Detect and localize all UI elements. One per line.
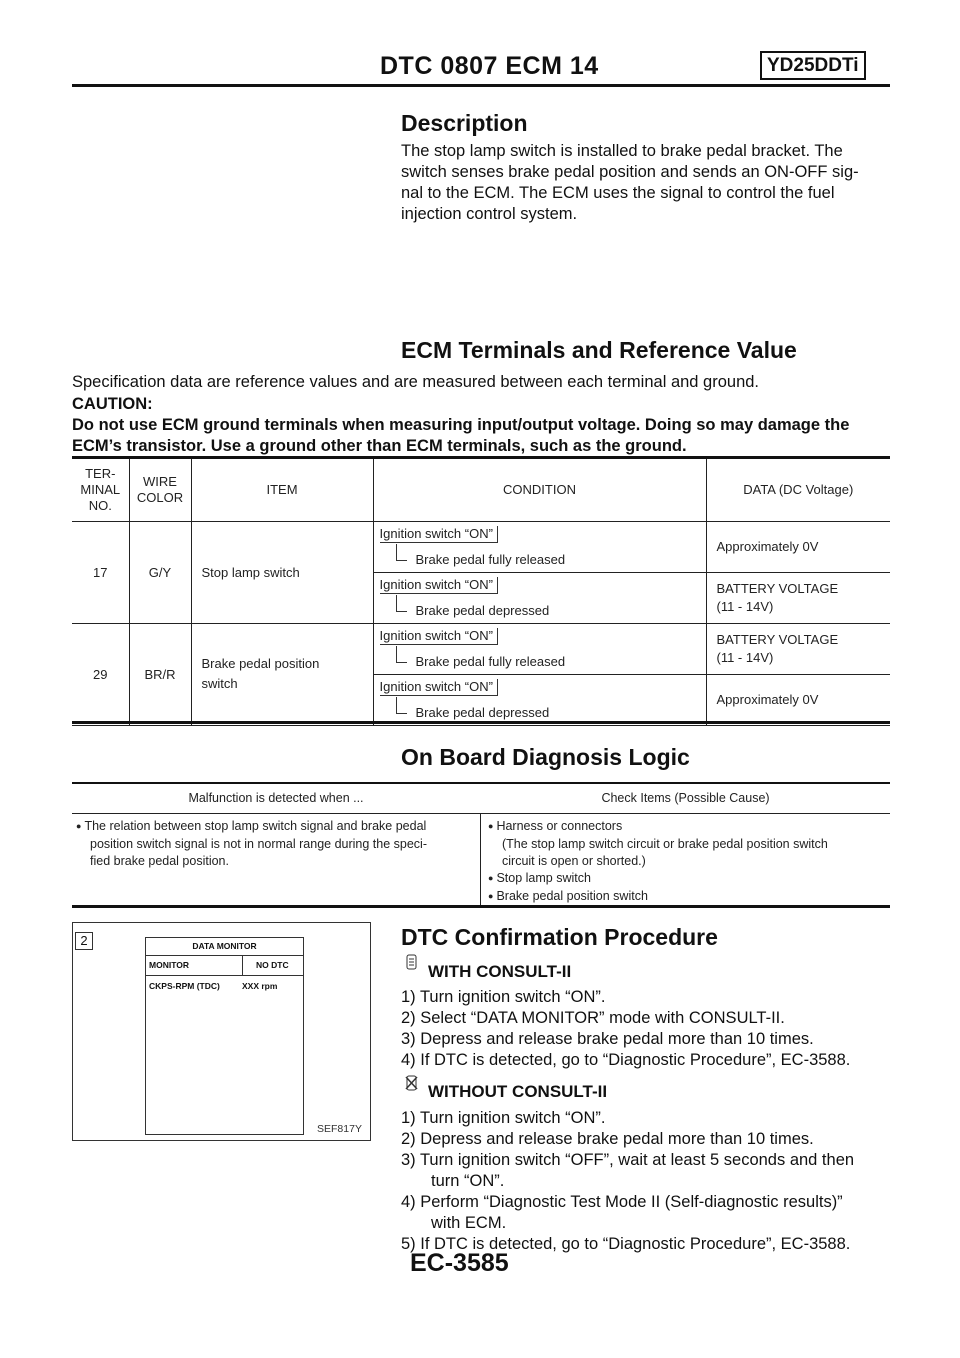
with-consult-label: WITH CONSULT-II xyxy=(428,962,572,981)
condition-main: Ignition switch “ON” xyxy=(380,679,498,696)
obd-col-malfunction: Malfunction is detected when ... xyxy=(188,791,364,805)
monitor-title: DATA MONITOR xyxy=(146,938,303,956)
obd-heading: On Board Diagnosis Logic xyxy=(401,744,690,770)
list-item: 2) Select “DATA MONITOR” mode with CONSULT-II. xyxy=(401,1009,785,1027)
table-row xyxy=(72,623,890,674)
col-terminal: TER- MINAL NO. xyxy=(72,459,129,521)
caution-line: ECM’s transistor. Use a ground other than ECM terminals, such as the ground. xyxy=(72,437,687,455)
header-rule xyxy=(72,84,890,87)
col-wire-color: WIRE COLOR xyxy=(129,459,191,521)
col-item: ITEM xyxy=(191,459,373,521)
monitor-col-divider xyxy=(242,956,243,975)
caution-line: Do not use ECM ground terminals when measuring input/output voltage. Doing so may damage the xyxy=(72,416,850,434)
obd-malfunction-text: ● The relation between stop lamp switch signal and brake pedal position switch signal is not in normal range during the speci- fied brake pedal position. xyxy=(76,818,476,870)
monitor-column-row xyxy=(146,956,303,976)
consult-icon xyxy=(401,953,423,980)
no-consult-icon xyxy=(401,1074,423,1101)
condition-sub: Brake pedal depressed xyxy=(415,704,550,720)
caution-block xyxy=(72,394,902,457)
list-item: 1) Turn ignition switch “ON”. xyxy=(401,1109,606,1127)
list-item-continued: with ECM. xyxy=(431,1214,507,1232)
obd-divider xyxy=(480,813,481,905)
data-value: Approximately 0V xyxy=(706,674,890,725)
description-line: The stop lamp switch is installed to brake pedal bracket. The xyxy=(401,142,843,160)
list-item-continued: turn “ON”. xyxy=(431,1172,505,1190)
list-item: 1) Turn ignition switch “ON”. xyxy=(401,988,606,1006)
col-data: DATA (DC Voltage) xyxy=(706,459,890,521)
condition-connector xyxy=(396,646,407,663)
list-item: 5) If DTC is detected, go to “Diagnostic Procedure”, EC-3588. xyxy=(401,1235,851,1253)
condition-main: Ignition switch “ON” xyxy=(380,526,498,543)
list-item: ● Brake pedal position switch xyxy=(488,888,888,906)
list-item: 3) Turn ignition switch “OFF”, wait at least 5 seconds and then xyxy=(401,1151,855,1169)
wire-color: G/Y xyxy=(129,521,191,623)
engine-badge: YD25DDTi xyxy=(760,51,866,80)
description-text xyxy=(401,141,891,225)
condition-sub: Brake pedal depressed xyxy=(415,602,550,618)
table-bottom-rule xyxy=(72,721,890,724)
page-header-title: DTC 0807 ECM 14 xyxy=(380,52,599,80)
data-value: BATTERY VOLTAGE (11 - 14V) xyxy=(706,572,890,623)
with-consult-steps xyxy=(401,987,901,1071)
without-consult-steps xyxy=(401,1108,901,1255)
list-item: ● Harness or connectors xyxy=(488,818,888,836)
list-item: 4) Perform “Diagnostic Test Mode II (Self-diagnostic results)” xyxy=(401,1193,843,1211)
list-item: 4) If DTC is detected, go to “Diagnostic Procedure”, EC-3588. xyxy=(401,1051,851,1069)
data-value: BATTERY VOLTAGE (11 - 14V) xyxy=(706,623,890,674)
wire-color: BR/R xyxy=(129,623,191,725)
dtc-heading: DTC Confirmation Procedure xyxy=(401,924,718,950)
condition-cell xyxy=(373,572,706,623)
description-line: switch senses brake pedal position and sends an ON-OFF sig- xyxy=(401,163,859,181)
ecm-terminal-table xyxy=(72,459,890,726)
condition-main: Ignition switch “ON” xyxy=(380,577,498,594)
condition-connector xyxy=(396,595,407,612)
obd-bottom-rule xyxy=(72,905,890,908)
terminal-number: 17 xyxy=(72,521,129,623)
monitor-item-label: CKPS-RPM (TDC) xyxy=(149,981,220,991)
table-row xyxy=(72,521,890,572)
obd-col-check-items: Check Items (Possible Cause) xyxy=(601,791,770,805)
data-value: Approximately 0V xyxy=(706,521,890,572)
figure-code: SEF817Y xyxy=(317,1123,362,1135)
figure-number: 2 xyxy=(75,932,93,950)
condition-connector xyxy=(396,697,407,714)
page-number: EC-3585 xyxy=(410,1249,509,1277)
description-line: injection control system. xyxy=(401,205,578,223)
condition-cell xyxy=(373,623,706,674)
condition-cell xyxy=(373,521,706,572)
condition-connector xyxy=(396,544,407,561)
caution-label: CAUTION: xyxy=(72,395,153,413)
ecm-terminals-intro: Specification data are reference values and are measured between each terminal and ground. xyxy=(72,373,760,391)
condition-sub: Brake pedal fully released xyxy=(415,653,566,669)
col-condition: CONDITION xyxy=(373,459,706,521)
condition-sub: Brake pedal fully released xyxy=(415,551,566,567)
item-name: Stop lamp switch xyxy=(191,521,373,623)
data-monitor-figure xyxy=(72,922,371,1141)
list-item: ● Stop lamp switch xyxy=(488,870,888,888)
terminal-number: 29 xyxy=(72,623,129,725)
list-item: ● The relation between stop lamp switch signal and brake pedal xyxy=(76,818,476,836)
list-item: 2) Depress and release brake pedal more than 10 times. xyxy=(401,1130,814,1148)
table-header-row xyxy=(72,459,890,521)
monitor-data-row xyxy=(146,976,303,996)
monitor-nodtc-label: NO DTC xyxy=(256,960,289,970)
monitor-screen xyxy=(145,937,304,1135)
monitor-col-label: MONITOR xyxy=(149,960,189,970)
description-heading: Description xyxy=(401,110,528,136)
monitor-item-value: XXX rpm xyxy=(242,981,278,991)
description-line: nal to the ECM. The ECM uses the signal to control the fuel xyxy=(401,184,835,202)
list-item: 3) Depress and release brake pedal more than 10 times. xyxy=(401,1030,814,1048)
obd-header-rule xyxy=(72,813,890,814)
item-name: Brake pedal position switch xyxy=(191,623,373,725)
condition-cell xyxy=(373,674,706,725)
obd-top-rule xyxy=(72,782,890,784)
obd-check-items-list: ● Harness or connectors (The stop lamp switch circuit or brake pedal position switch circuit is open or shorted.) ● Stop lamp switch ● Brake pedal position switch xyxy=(488,818,888,906)
condition-main: Ignition switch “ON” xyxy=(380,628,498,645)
without-consult-label: WITHOUT CONSULT-II xyxy=(428,1082,608,1101)
ecm-terminals-heading: ECM Terminals and Reference Value xyxy=(401,337,797,363)
